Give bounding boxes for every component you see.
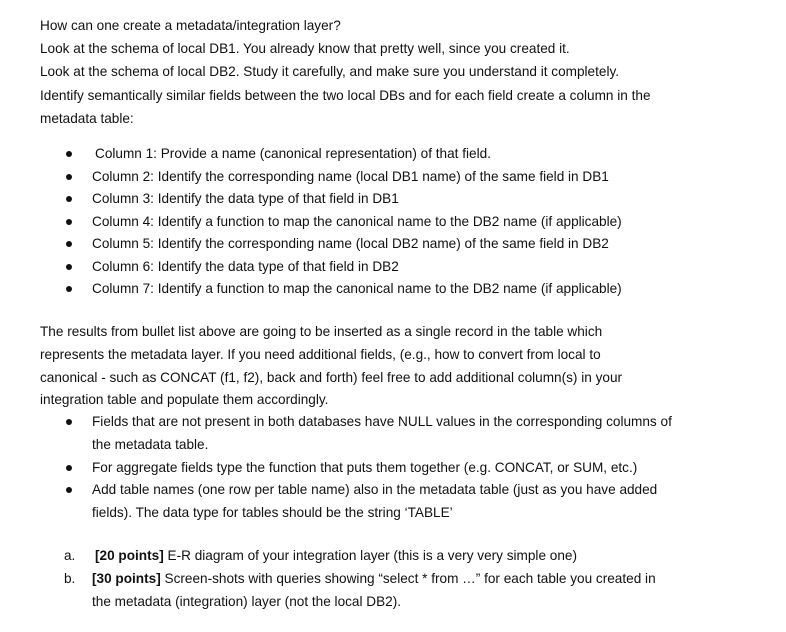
- bullet-icon: [66, 264, 72, 270]
- bullet-icon: [66, 196, 72, 202]
- results-paragraph-line: canonical - such as CONCAT (f1, f2), back and forth) feel free to add additional column(s) in your: [40, 370, 623, 385]
- bullet-icon: [66, 465, 72, 471]
- results-paragraph-line: represents the metadata layer. If you need additional fields, (e.g., how to convert from local to: [40, 347, 601, 362]
- list-item: Column 2: Identify the corresponding name (local DB1 name) of the same field in DB1: [92, 169, 609, 184]
- intro-line-metadata-table: metadata table:: [40, 111, 134, 126]
- bullet-icon: [66, 174, 72, 180]
- results-paragraph-line: The results from bullet list above are going to be inserted as a single record in the table which: [40, 324, 603, 339]
- intro-line-db2: Look at the schema of local DB2. Study it carefully, and make sure you understand it completely.: [40, 64, 620, 79]
- intro-heading: How can one create a metadata/integration layer?: [40, 18, 341, 33]
- list-item-continuation: the metadata table.: [92, 437, 209, 452]
- bullet-icon: [66, 219, 72, 225]
- bullet-icon: [66, 286, 72, 292]
- deliverable-b: [92, 570, 656, 587]
- list-item: Column 5: Identify the corresponding name (local DB2 name) of the same field in DB2: [92, 236, 609, 251]
- deliverable-text: Screen-shots with queries showing “select * from …” for each table you created in: [160, 571, 656, 586]
- list-item: Fields that are not present in both databases have NULL values in the corresponding columns of: [92, 414, 672, 429]
- list-item: Column 3: Identify the data type of that field in DB1: [92, 191, 399, 206]
- list-item: Column 7: Identify a function to map the canonical name to the DB2 name (if applicable): [92, 281, 622, 296]
- bullet-icon: [66, 487, 72, 493]
- points-label: [30 points]: [92, 571, 161, 586]
- results-paragraph-line: integration table and populate them accordingly.: [40, 392, 329, 407]
- list-item-continuation: fields). The data type for tables should be the string ‘TABLE’: [92, 505, 453, 520]
- deliverable-b-continuation: the metadata (integration) layer (not the local DB2).: [92, 594, 402, 609]
- bullet-icon: [66, 419, 72, 425]
- list-item: Column 4: Identify a function to map the canonical name to the DB2 name (if applicable): [92, 214, 622, 229]
- list-item: Column 6: Identify the data type of that field in DB2: [92, 259, 399, 274]
- deliverable-marker-b: b.: [64, 571, 76, 586]
- list-item: For aggregate fields type the function that puts them together (e.g. CONCAT, or SUM, etc.): [92, 460, 638, 475]
- list-item: Add table names (one row per table name) also in the metadata table (just as you have added: [92, 482, 658, 497]
- deliverable-a: [95, 547, 577, 564]
- deliverable-text: E-R diagram of your integration layer (this is a very very simple one): [163, 548, 577, 563]
- list-item: Column 1: Provide a name (canonical representation) of that field.: [95, 146, 491, 161]
- deliverable-marker-a: a.: [64, 548, 76, 563]
- bullet-icon: [66, 151, 72, 157]
- intro-line-db1: Look at the schema of local DB1. You already know that pretty well, since you created it.: [40, 41, 570, 56]
- intro-line-identify: Identify semantically similar fields between the two local DBs and for each field create a column in the: [40, 88, 651, 103]
- bullet-icon: [66, 241, 72, 247]
- points-label: [20 points]: [95, 548, 164, 563]
